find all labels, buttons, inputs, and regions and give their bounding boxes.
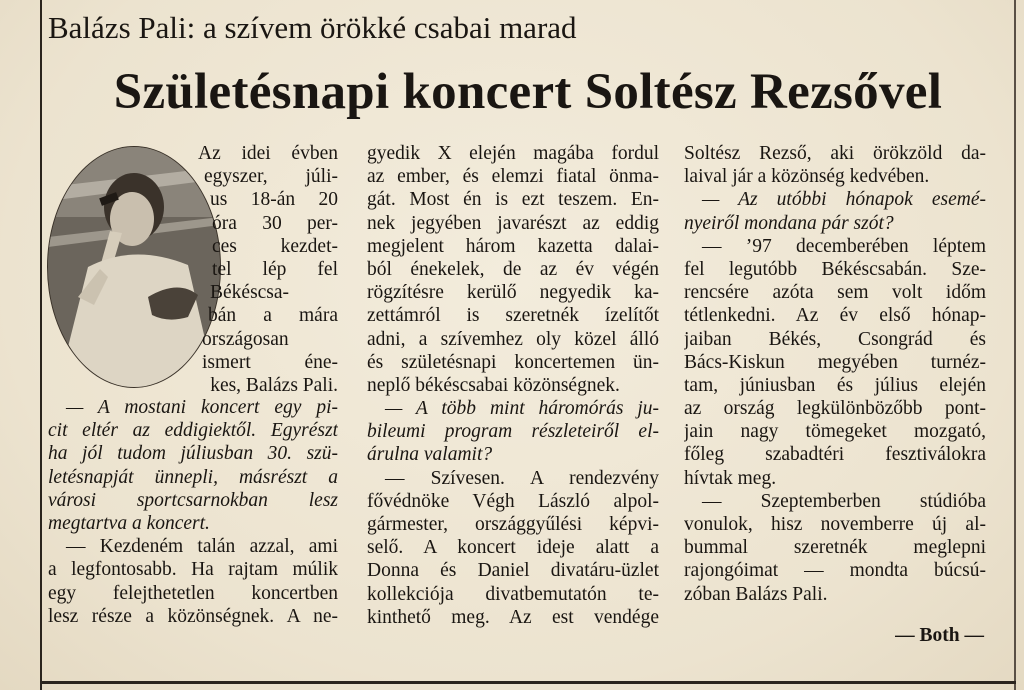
text-line: tel lép fel xyxy=(212,258,338,280)
text-line: laival jár a közönség kedvében. xyxy=(684,166,930,188)
text-line: Békéscsa- xyxy=(210,282,290,304)
text-line: — Kezdeném talán azzal, ami xyxy=(66,536,338,558)
text-line: fővédnöke Végh László alpol- xyxy=(367,490,659,512)
text-line: lesz része a közönségnek. A ne- xyxy=(48,605,338,627)
text-line: jaiban Békés, Csongrád és xyxy=(684,328,986,350)
text-line: árulna valamit? xyxy=(367,444,493,466)
text-line: bán a mára xyxy=(208,305,338,327)
text-line: egyszer, júli- xyxy=(204,166,338,188)
text-line: óra 30 per- xyxy=(212,212,338,234)
right-column-rule xyxy=(1014,0,1016,690)
text-line: zóban Balázs Pali. xyxy=(684,583,828,605)
text-line: — Az utóbbi hónapok esemé- xyxy=(702,189,986,211)
text-line: vonulok, hisz novemberre új al- xyxy=(684,514,986,535)
text-line: gát. Most én is ezt teszem. En- xyxy=(367,189,659,211)
text-line: és születésnapi koncertemen ün- xyxy=(367,351,659,373)
text-line: Az idei évben xyxy=(198,143,338,164)
text-line: megtartva a koncert. xyxy=(48,512,210,534)
text-line: ból énekelek, de az év végén xyxy=(367,258,659,280)
text-line: ces kezdet- xyxy=(212,235,338,257)
text-line: ha jól tudom júliusban 30. szü- xyxy=(48,443,338,465)
text-line: adni, a szívemhez oly közel álló xyxy=(367,328,659,350)
text-line: nek jegyében javarészt az eddig xyxy=(367,212,659,234)
column-1-body xyxy=(48,396,338,628)
text-line: egy felejthetetlen koncertben xyxy=(48,582,338,604)
text-line: — A több mint háromórás ju- xyxy=(385,398,659,420)
text-line: — Szívesen. A rendezvény xyxy=(385,467,659,489)
text-line: tam, júniusban és július elején xyxy=(684,374,986,396)
column-2-body xyxy=(367,142,659,629)
text-line: zettámról is szeretnék ízelítőt xyxy=(367,305,659,327)
text-line: hívtak meg. xyxy=(684,467,777,489)
article-headline: Születésnapi koncert Soltész Rezsővel xyxy=(113,64,943,120)
text-line: a legfontosabb. Ha rajtam múlik xyxy=(48,559,338,581)
text-line: városi sportcsarnokban lesz xyxy=(48,489,338,511)
text-line: us 18-án 20 xyxy=(210,189,338,211)
text-line: országosan xyxy=(202,328,289,350)
text-line: kes, Balázs Pali. xyxy=(210,374,338,396)
text-line: gármester, országgyűlési képvi- xyxy=(367,514,659,535)
text-line: bummal szeretnék meglepni xyxy=(684,537,986,559)
text-line: selő. A koncert ideje alatt a xyxy=(367,537,659,559)
text-line: rajongóimat — mondta búcsú- xyxy=(684,560,986,582)
text-line: Donna és Daniel divatáru-üzlet xyxy=(367,560,659,582)
text-line: az ember, és elemzi fiatal önma- xyxy=(367,166,659,188)
text-line: ismert éne- xyxy=(202,351,338,373)
text-line: rencsére azóta sem volt időm xyxy=(684,282,986,304)
text-line: — Szeptemberben stúdióba xyxy=(702,490,986,512)
column-1-wrap-text xyxy=(198,142,338,397)
text-line: az ország legkülönbözőbb pont- xyxy=(684,398,986,420)
column-3-body xyxy=(684,142,986,606)
article-kicker: Balázs Pali: a szívem örökké csabai marad xyxy=(48,10,577,45)
text-line: neplő békéscsabai közönségnek. xyxy=(367,374,620,396)
text-line: Soltész Rezső, aki örökzöld da- xyxy=(684,143,986,164)
text-line: rögzítésre kerülő negyedik ka- xyxy=(367,282,659,304)
text-line: bileumi program részleteiről el- xyxy=(367,421,659,443)
text-line: — A mostani koncert egy pi- xyxy=(66,397,338,418)
text-line: tétlenkedni. Az év első hónap- xyxy=(684,305,986,327)
text-line: főleg szabadtéri fesztiválokra xyxy=(684,444,986,466)
text-line: megjelent három kazetta dalai- xyxy=(367,235,659,257)
left-column-rule xyxy=(40,0,42,690)
author-signature: — Both — xyxy=(895,625,984,646)
text-line: Bács-Kiskun megyében turnéz- xyxy=(684,351,986,373)
singer-photo-icon xyxy=(47,146,221,388)
text-line: fel legutóbb Békéscsabán. Sze- xyxy=(684,258,986,280)
text-line: kinthető meg. Az est vendége xyxy=(367,606,659,628)
text-line: — ’97 decemberében léptem xyxy=(702,235,986,257)
text-line: nyeiről mondana pár szót? xyxy=(684,212,894,234)
text-line: jain nagy tömegeket mozgató, xyxy=(684,421,986,443)
text-line: gyedik X elején magába fordul xyxy=(367,143,659,164)
text-line: kollekciója divatbemutatón te- xyxy=(367,583,659,605)
text-line: letésnapját ünnepli, másrészt a xyxy=(48,466,338,488)
bottom-rule xyxy=(40,681,1016,684)
text-line: cit eltér az eddigiektől. Egyrészt xyxy=(48,420,338,442)
